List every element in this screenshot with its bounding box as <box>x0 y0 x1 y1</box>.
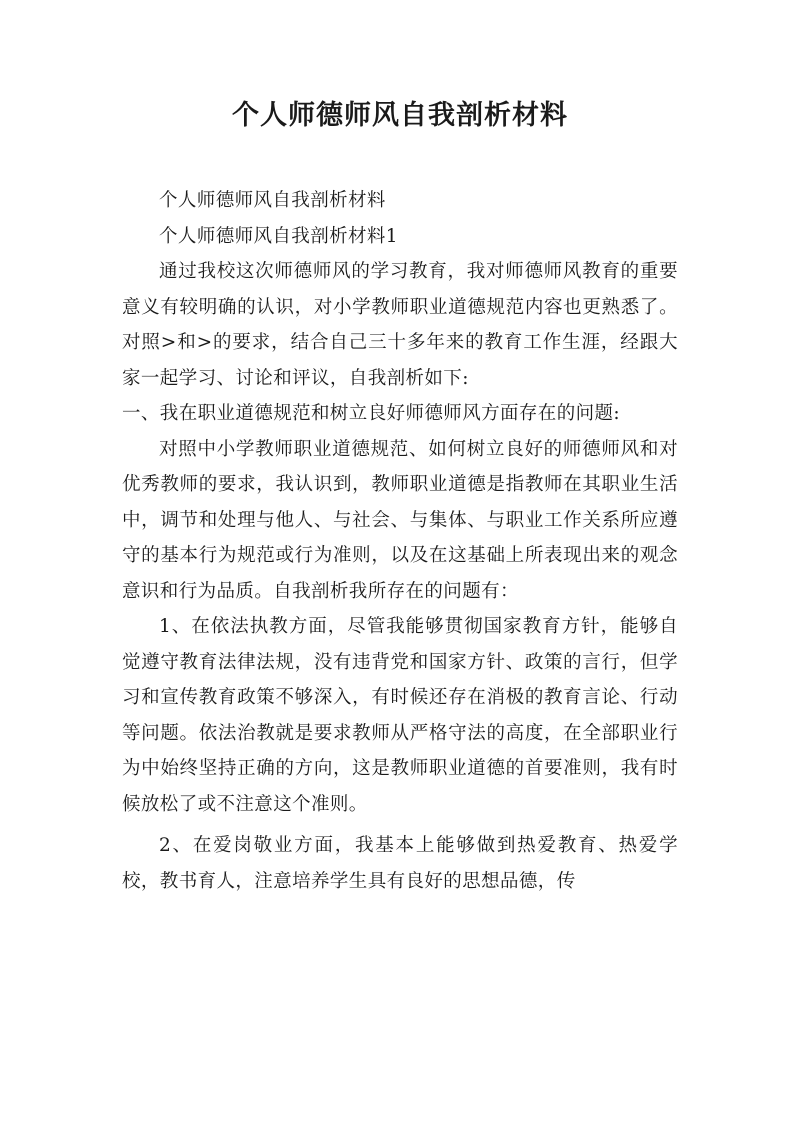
document-body <box>122 183 678 899</box>
paragraph-section-heading: 个人师德师风自我剖析材料1 <box>159 225 398 247</box>
paragraph-problems-heading: 一、我在职业道德规范和树立良好师德师风方面存在的问题: <box>122 403 621 424</box>
paragraph-subtitle: 个人师德师风自我剖析材料 <box>159 190 386 211</box>
paragraph-intro: 通过我校这次师德师风的学习教育，我对师德师风教育的重要意义有较明确的认识，对小学教师职业道德规范内容也更熟悉了。对照>和>的要求，结合自己三十多年来的教育工作生涯，经跟大家一起学习、讨论和评议，自我剖析如下: <box>122 261 678 389</box>
paragraph-point-2: 2、在爱岗敬业方面，我基本上能够做到热爱教育、热爱学校，教书育人，注意培养学生具有良好的思想品德，传 <box>122 835 678 892</box>
paragraph-point-1: 1、在依法执教方面，尽管我能够贯彻国家教育方针，能够自觉遵守教育法律法规，没有违背党和国家方针、政策的言行，但学习和宣传教育政策不够深入，有时候还存在消极的教育言论、行动等问题。依法治教就是要求教师从严格守法的高度，在全部职业行为中始终坚持正确的方向，这是教师职业道德的首要准则，我有时候放松了或不注意这个准则。 <box>122 616 678 815</box>
document-title: 个人师德师风自我剖析材料 <box>232 100 568 131</box>
paragraph-self-analysis: 对照中小学教师职业道德规范、如何树立良好的师德师风和对优秀教师的要求，我认识到，教师职业道德是指教师在其职业生活中，调节和处理与他人、与社会、与集体、与职业工作关系所应遵守的基本行为规范或行为准则，以及在这基础上所表现出来的观念意识和行为品质。自我剖析我所存在的问题有： <box>122 438 678 602</box>
